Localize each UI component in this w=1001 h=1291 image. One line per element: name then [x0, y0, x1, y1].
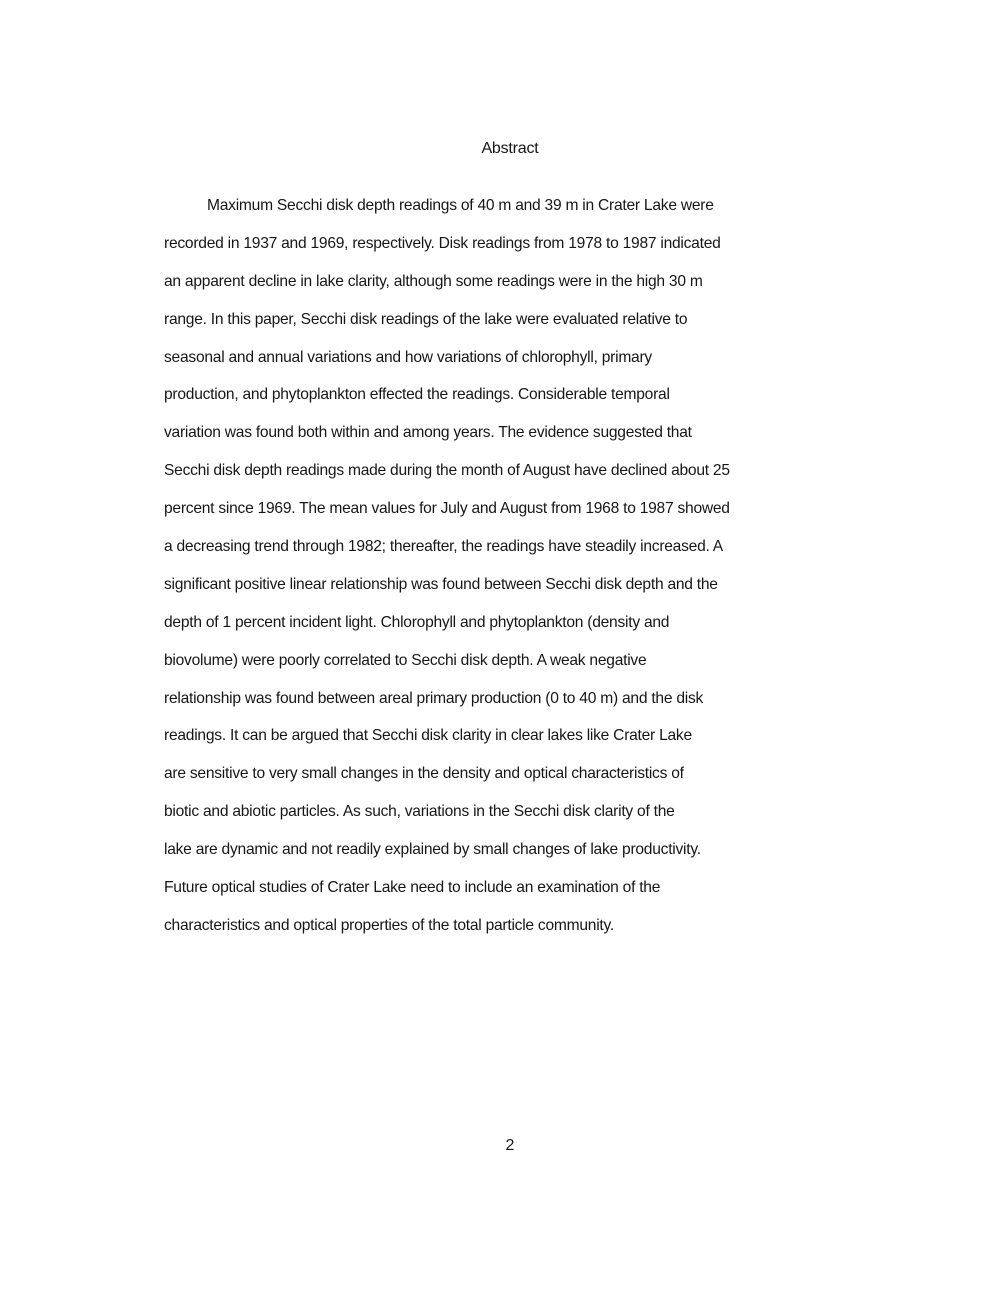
abstract-line: production, and phytoplankton effected the readings. Considerable temporal — [164, 386, 670, 404]
abstract-heading: Abstract — [481, 140, 539, 157]
abstract-line: variation was found both within and among years. The evidence suggested that — [164, 424, 692, 442]
abstract-line: Secchi disk depth readings made during the month of August have declined about 25 — [164, 462, 730, 480]
abstract-line: an apparent decline in lake clarity, although some readings were in the high 30 m — [164, 272, 703, 290]
abstract-line: range. In this paper, Secchi disk readings of the lake were evaluated relative to — [164, 310, 688, 328]
abstract-line: readings. It can be argued that Secchi disk clarity in clear lakes like Crater Lake — [164, 727, 692, 745]
abstract-line: recorded in 1937 and 1969, respectively. Disk readings from 1978 to 1987 indicated — [164, 234, 721, 252]
abstract-line: lake are dynamic and not readily explained by small changes of lake productivity. — [164, 841, 701, 859]
abstract-line: characteristics and optical properties of the total particle community. — [164, 916, 614, 934]
abstract-line: are sensitive to very small changes in the density and optical characteristics of — [164, 765, 684, 783]
abstract-line: relationship was found between areal primary production (0 to 40 m) and the disk — [164, 689, 704, 707]
page-number: 2 — [505, 1137, 515, 1154]
abstract-line: biotic and abiotic particles. As such, variations in the Secchi disk clarity of the — [164, 803, 675, 821]
abstract-body — [164, 194, 854, 952]
abstract-line: Maximum Secchi disk depth readings of 40 m and 39 m in Crater Lake were — [207, 197, 714, 214]
abstract-line: Future optical studies of Crater Lake need to include an examination of the — [164, 879, 661, 897]
abstract-line: a decreasing trend through 1982; thereafter, the readings have steadily increased. A — [164, 538, 723, 556]
abstract-line: percent since 1969. The mean values for July and August from 1968 to 1987 showed — [164, 500, 730, 518]
abstract-line: significant positive linear relationship was found between Secchi disk depth and the — [164, 575, 718, 593]
abstract-line: seasonal and annual variations and how variations of chlorophyll, primary — [164, 348, 652, 366]
abstract-line: biovolume) were poorly correlated to Secchi disk depth. A weak negative — [164, 651, 647, 669]
abstract-line: depth of 1 percent incident light. Chlorophyll and phytoplankton (density and — [164, 613, 670, 631]
